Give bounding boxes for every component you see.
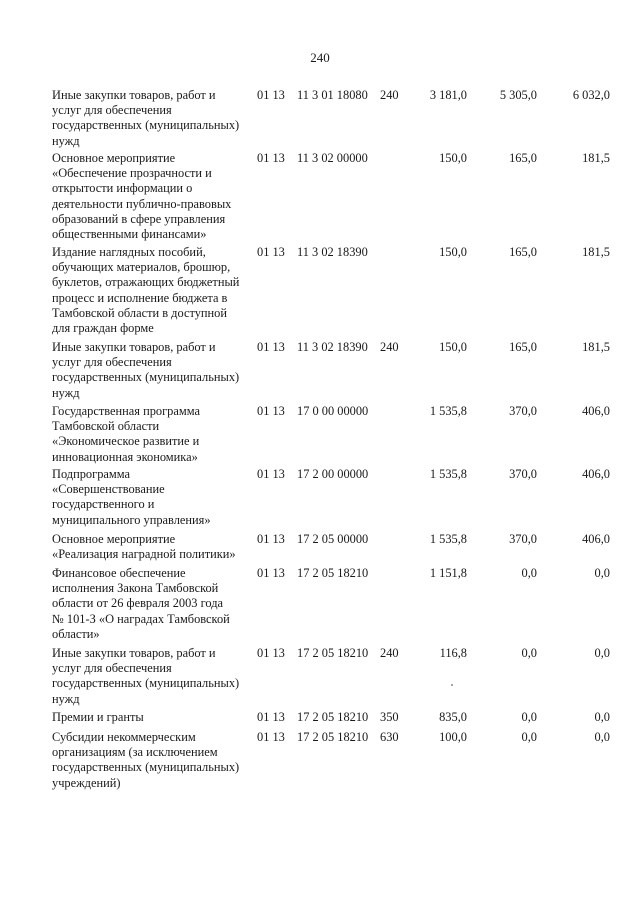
row-value-year2: 0,0 [521, 566, 537, 580]
row-name: Иные закупки товаров, работ и услуг для обеспечения государственных (муниципальных) нужд [52, 340, 240, 400]
row-target-article: 17 2 05 18210 [297, 730, 369, 744]
row-target-article: 17 2 05 18210 [297, 710, 369, 724]
row-value-year2: 165,0 [509, 151, 537, 165]
row-section: 01 13 [257, 245, 285, 259]
row-value-year1: 100,0 [439, 730, 467, 744]
row-value-year1: 150,0 [439, 151, 467, 165]
row-name: Иные закупки товаров, работ и услуг для обеспечения государственных (муниципальных) нужд [52, 88, 240, 148]
row-value-year1: 1 535,8 [429, 532, 467, 546]
row-expense-type: 630 [380, 730, 399, 744]
row-expense-type: 350 [380, 710, 399, 724]
row-name: Издание наглядных пособий, обучающих материалов, брошюр, буклетов, отражающих бюджетный процесс и исполнение бюджета в Тамбовской области в доступной для граждан форме [52, 245, 240, 336]
row-value-year1: 150,0 [439, 245, 467, 259]
row-section: 01 13 [257, 467, 285, 481]
row-value-year3: 406,0 [582, 467, 610, 481]
row-value-year1: 835,0 [439, 710, 467, 724]
row-value-year3: 6 032,0 [572, 88, 610, 102]
row-value-year1: 116,8 [439, 646, 467, 660]
row-value-year3: 181,5 [582, 340, 610, 354]
row-section: 01 13 [257, 566, 285, 580]
row-section: 01 13 [257, 151, 285, 165]
row-target-article: 17 2 05 18210 [297, 566, 369, 580]
row-target-article: 17 2 05 00000 [297, 532, 369, 546]
row-value-year3: 406,0 [582, 404, 610, 418]
row-target-article: 17 2 00 00000 [297, 467, 369, 481]
row-target-article: 11 3 02 18390 [297, 245, 368, 259]
row-value-year2: 165,0 [509, 245, 537, 259]
row-value-year3: 181,5 [582, 245, 610, 259]
row-value-year1: 3 181,0 [429, 88, 467, 102]
row-value-year1: 1 151,8 [429, 566, 467, 580]
row-value-year1: 1 535,8 [429, 404, 467, 418]
row-value-year3: 0,0 [594, 646, 610, 660]
row-section: 01 13 [257, 340, 285, 354]
row-target-article: 11 3 02 18390 [297, 340, 368, 354]
row-name: Подпрограмма «Совершенствование государственного и муниципального управления» [52, 467, 211, 527]
row-value-year2: 370,0 [509, 532, 537, 546]
row-value-year2: 0,0 [521, 646, 537, 660]
row-expense-type: 240 [380, 340, 399, 354]
row-name: Субсидии некоммерческим организациям (за исключением государственных (муниципальных) учреждений) [52, 730, 240, 790]
scan-speck [451, 684, 453, 686]
row-target-article: 11 3 02 00000 [297, 151, 368, 165]
row-section: 01 13 [257, 646, 285, 660]
row-value-year2: 370,0 [509, 467, 537, 481]
row-section: 01 13 [257, 532, 285, 546]
row-name: Основное мероприятие «Реализация наградной политики» [52, 532, 236, 562]
row-name: Государственная программа Тамбовской области «Экономическое развитие и инновационная экономика» [52, 404, 200, 464]
row-target-article: 17 0 00 00000 [297, 404, 369, 418]
row-section: 01 13 [257, 730, 285, 744]
row-value-year3: 0,0 [594, 710, 610, 724]
row-value-year2: 5 305,0 [499, 88, 537, 102]
row-name: Основное мероприятие «Обеспечение прозрачности и открытости информации о деятельности публично-правовых образований в сфере управления общественными финансами» [52, 151, 232, 242]
row-expense-type: 240 [380, 646, 399, 660]
row-value-year2: 0,0 [521, 710, 537, 724]
row-value-year3: 0,0 [594, 566, 610, 580]
row-section: 01 13 [257, 710, 285, 724]
row-value-year3: 181,5 [582, 151, 610, 165]
row-value-year2: 0,0 [521, 730, 537, 744]
row-name: Финансовое обеспечение исполнения Закона Тамбовской области от 26 февраля 2003 года № 101-З «О наградах Тамбовской области» [52, 566, 230, 641]
row-value-year2: 165,0 [509, 340, 537, 354]
page-number: 240 [310, 50, 330, 65]
row-target-article: 17 2 05 18210 [297, 646, 369, 660]
row-target-article: 11 3 01 18080 [297, 88, 368, 102]
row-value-year1: 150,0 [439, 340, 467, 354]
row-value-year3: 0,0 [594, 730, 610, 744]
row-section: 01 13 [257, 404, 285, 418]
row-name: Иные закупки товаров, работ и услуг для обеспечения государственных (муниципальных) нужд [52, 646, 240, 706]
row-value-year2: 370,0 [509, 404, 537, 418]
row-name: Премии и гранты [52, 710, 144, 724]
row-value-year1: 1 535,8 [429, 467, 467, 481]
row-expense-type: 240 [380, 88, 399, 102]
row-section: 01 13 [257, 88, 285, 102]
row-value-year3: 406,0 [582, 532, 610, 546]
